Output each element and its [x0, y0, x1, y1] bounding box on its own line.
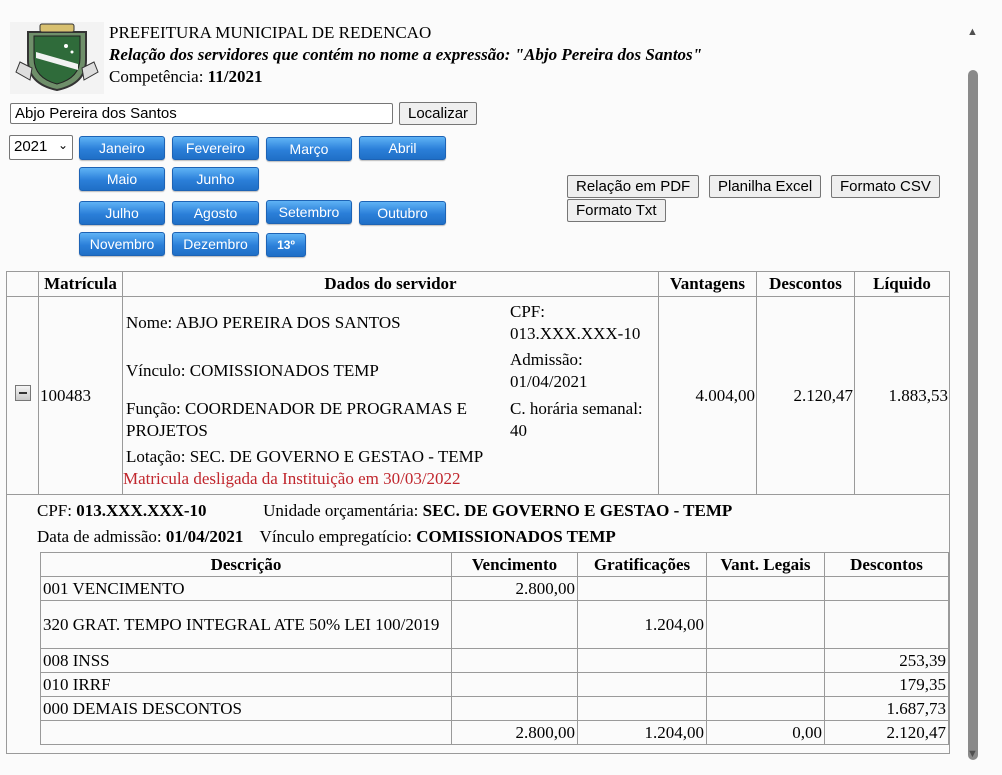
gratificacoes-cell — [578, 649, 707, 673]
column-header: Gratificações — [578, 553, 707, 577]
detail-header-row — [41, 553, 949, 577]
descricao-cell: 001 VENCIMENTO — [41, 577, 452, 601]
total-vant-legais: 0,00 — [707, 721, 825, 745]
column-header: Matrícula — [39, 272, 123, 297]
table-row — [41, 601, 949, 649]
table-row — [7, 297, 950, 495]
txt-export-button[interactable]: Formato Txt — [567, 199, 666, 222]
total-descontos: 2.120,47 — [825, 721, 949, 745]
gratificacoes-cell — [578, 673, 707, 697]
gratificacoes-cell — [578, 697, 707, 721]
table-row — [41, 673, 949, 697]
servidores-table — [6, 271, 950, 495]
table-header-row — [7, 272, 950, 297]
total-vencimento: 2.800,00 — [452, 721, 578, 745]
detail-table — [40, 552, 949, 745]
table-row — [41, 697, 949, 721]
column-header: Vencimento — [452, 553, 578, 577]
month-marco-button[interactable]: Março — [266, 137, 352, 161]
descontos-cell: 1.687,73 — [825, 697, 949, 721]
dados-servidor-cell — [123, 297, 659, 495]
expand-column-header — [7, 272, 39, 297]
chevron-down-icon: ⌄ — [57, 138, 68, 152]
month-dezembro-button[interactable]: Dezembro — [172, 232, 259, 256]
cpf: CPF: 013.XXX.XXX-10 — [510, 302, 641, 343]
vencimento-cell: 2.800,00 — [452, 577, 578, 601]
descricao-cell: 008 INSS — [41, 649, 452, 673]
descricao-cell: 000 DEMAIS DESCONTOS — [41, 697, 452, 721]
vant-legais-cell — [707, 697, 825, 721]
vant-legais-cell — [707, 601, 825, 649]
expand-cell — [7, 297, 39, 495]
competencia: Competência: 11/2021 — [109, 67, 263, 86]
column-header: Descontos — [757, 272, 855, 297]
vertical-scrollbar[interactable] — [963, 22, 983, 766]
descricao-cell: 010 IRRF — [41, 673, 452, 697]
column-header: Descrição — [41, 553, 452, 577]
vencimento-cell — [452, 601, 578, 649]
month-fevereiro-button[interactable]: Fevereiro — [172, 136, 259, 160]
municipal-coat-of-arms-logo — [10, 22, 104, 94]
column-header: Dados do servidor — [123, 272, 659, 297]
month-agosto-button[interactable]: Agosto — [172, 201, 259, 225]
vant-legais-cell — [707, 649, 825, 673]
month-julho-button[interactable]: Julho — [79, 201, 165, 225]
descontos-cell: 179,35 — [825, 673, 949, 697]
gratificacoes-cell — [578, 577, 707, 601]
page-title: PREFEITURA MUNICIPAL DE REDENCAO — [109, 23, 432, 42]
vencimento-cell — [452, 673, 578, 697]
month-junho-button[interactable]: Junho — [172, 167, 259, 191]
month-13-button[interactable]: 13º — [266, 233, 306, 257]
column-header: Descontos — [825, 553, 949, 577]
vantagens-cell: 4.004,00 — [659, 297, 757, 495]
detail-cpf-line: CPF: 013.XXX.XXX-10 Unidade orçamentária: SEC. DE GOVERNO E GESTAO - TEMP — [37, 501, 733, 520]
descontos-cell — [825, 601, 949, 649]
totals-label-cell — [41, 721, 452, 745]
column-header: Vant. Legais — [707, 553, 825, 577]
table-row — [41, 649, 949, 673]
lotacao: Lotação: SEC. DE GOVERNO E GESTAO - TEMP — [126, 447, 484, 466]
column-header: Vantagens — [659, 272, 757, 297]
month-janeiro-button[interactable]: Janeiro — [79, 136, 165, 160]
localizar-button[interactable]: Localizar — [399, 102, 477, 125]
vencimento-cell — [452, 697, 578, 721]
detail-admissao-line: Data de admissão: 01/04/2021 Vínculo empregatício: COMISSIONADOS TEMP — [37, 527, 616, 546]
csv-export-button[interactable]: Formato CSV — [831, 175, 940, 198]
pdf-export-button[interactable]: Relação em PDF — [567, 175, 699, 198]
scroll-down-arrow-icon[interactable]: ▼ — [967, 748, 978, 760]
search-input[interactable]: Abjo Pereira dos Santos — [10, 103, 393, 124]
column-header: Líquido — [855, 272, 950, 297]
page-header — [10, 22, 950, 96]
month-novembro-button[interactable]: Novembro — [79, 232, 165, 256]
table-row — [41, 577, 949, 601]
matricula-cell: 100483 — [39, 297, 123, 495]
excel-export-button[interactable]: Planilha Excel — [709, 175, 821, 198]
year-select[interactable]: 2021 ⌄ — [9, 135, 73, 160]
descontos-cell — [825, 577, 949, 601]
descontos-cell: 253,39 — [825, 649, 949, 673]
month-maio-button[interactable]: Maio — [79, 167, 165, 191]
collapse-icon[interactable] — [15, 385, 31, 401]
vinculo: Vínculo: COMISSIONADOS TEMP — [126, 361, 379, 380]
vencimento-cell — [452, 649, 578, 673]
nome: Nome: ABJO PEREIRA DOS SANTOS — [126, 313, 401, 332]
totals-row — [41, 721, 949, 745]
vant-legais-cell — [707, 577, 825, 601]
scroll-up-arrow-icon[interactable]: ▲ — [967, 26, 978, 38]
vant-legais-cell — [707, 673, 825, 697]
funcao: Função: COORDENADOR DE PROGRAMAS E PROJETOS — [126, 399, 467, 440]
month-outubro-button[interactable]: Outubro — [359, 201, 446, 225]
scrollbar-thumb[interactable] — [968, 70, 978, 760]
carga-horaria: C. horária semanal: 40 — [510, 399, 643, 440]
dados-servidor — [123, 297, 658, 489]
month-setembro-button[interactable]: Setembro — [266, 200, 352, 224]
month-abril-button[interactable]: Abril — [359, 136, 446, 160]
desligamento-notice: Matricula desligada da Instituição em 30/03/2022 — [123, 469, 461, 488]
admissao: Admissão: 01/04/2021 — [510, 350, 588, 391]
descricao-cell: 320 GRAT. TEMPO INTEGRAL ATE 50% LEI 100/2019 — [41, 601, 452, 649]
liquido-cell: 1.883,53 — [855, 297, 950, 495]
descontos-cell: 2.120,47 — [757, 297, 855, 495]
total-gratificacoes: 1.204,00 — [578, 721, 707, 745]
gratificacoes-cell: 1.204,00 — [578, 601, 707, 649]
page-subtitle: Relação dos servidores que contém no nome a expressão: "Abjo Pereira dos Santos" — [109, 45, 703, 64]
